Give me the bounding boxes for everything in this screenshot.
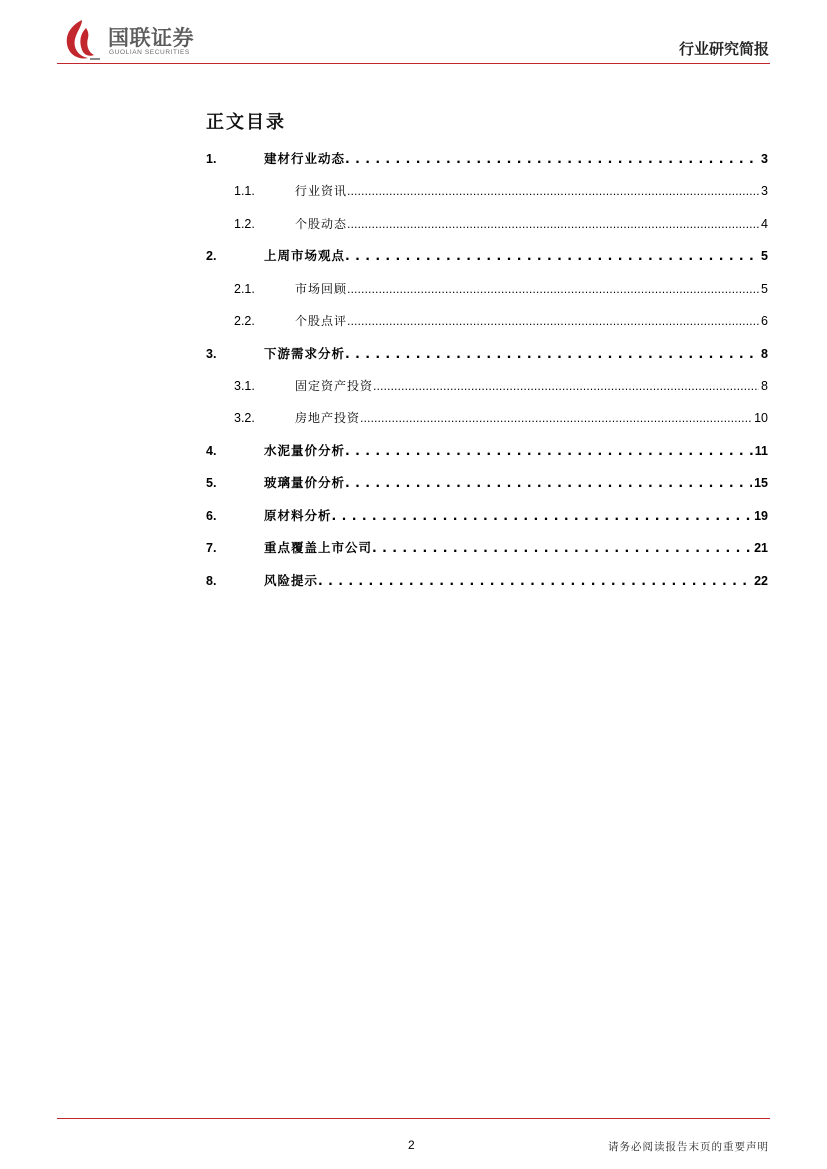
toc-entry[interactable]: [206, 149, 768, 169]
toc-entry-page: 5: [761, 282, 768, 296]
toc-entry-number: 1.2.: [234, 217, 255, 231]
toc-leader-dots: [372, 538, 752, 558]
logo-english-name: GUOLIAN SECURITIES: [109, 49, 190, 56]
logo-chinese-name: 国联证券: [108, 26, 194, 50]
toc-entry-number: 3.1.: [234, 379, 255, 393]
toc-entry-title: 上周市场观点: [264, 248, 346, 263]
toc-leader-dots: [345, 441, 753, 461]
toc-entry-title: 市场回顾: [295, 282, 348, 296]
header-divider: [57, 63, 770, 64]
page-header: [0, 0, 827, 70]
toc-entry-title: 行业资讯: [295, 184, 348, 198]
toc-entry[interactable]: [206, 344, 768, 364]
toc-entry-title: 个股点评: [295, 314, 348, 328]
toc-leader-dots: [345, 246, 759, 266]
toc-entry[interactable]: [206, 279, 768, 299]
toc-entry[interactable]: [206, 181, 768, 201]
toc-leader-dots: [347, 214, 759, 234]
toc-entry-number: 1.1.: [234, 184, 255, 198]
toc-entry[interactable]: [206, 311, 768, 331]
company-logo: [60, 18, 220, 62]
toc-entry-title: 原材料分析: [264, 508, 332, 523]
toc-leader-dots: [332, 506, 753, 526]
toc-entry-title: 下游需求分析: [264, 346, 346, 361]
toc-entry-page: 4: [761, 217, 768, 231]
toc-leader-dots: [345, 344, 759, 364]
toc-entry-title: 玻璃量价分析: [264, 475, 346, 490]
toc-entry-number: 8.: [206, 574, 217, 588]
toc-entry-number: 6.: [206, 509, 217, 523]
page-number: 2: [408, 1138, 415, 1152]
toc-leader-dots: [347, 181, 759, 201]
toc-entry-page: 19: [754, 509, 768, 523]
toc-entry-page: 21: [754, 541, 768, 555]
toc-leader-dots: [345, 473, 752, 493]
toc-entry-page: 11: [754, 444, 768, 458]
toc-entry-title: 建材行业动态: [264, 151, 346, 166]
toc-entry-title: 个股动态: [295, 217, 348, 231]
toc-entry-title: 固定资产投资: [295, 379, 374, 393]
toc-entry-page: 8: [761, 379, 768, 393]
logo-flame-icon: [60, 18, 104, 62]
toc-entry-number: 2.: [206, 249, 217, 263]
toc-entry[interactable]: [206, 571, 768, 591]
toc-entry[interactable]: [206, 538, 768, 558]
toc-entry-page: 6: [761, 314, 768, 328]
toc-entry-number: 5.: [206, 476, 217, 490]
toc-leader-dots: [347, 311, 759, 331]
toc-entry-number: 4.: [206, 444, 217, 458]
toc-entry-page: 3: [761, 152, 768, 166]
footer-disclaimer: 请务必阅读报告末页的重要声明: [608, 1141, 769, 1153]
toc-entry-number: 1.: [206, 152, 217, 166]
toc-entry[interactable]: [206, 214, 768, 234]
toc-entry-page: 10: [754, 411, 768, 425]
toc-entry-page: 8: [761, 347, 768, 361]
toc-entry-number: 2.2.: [234, 314, 255, 328]
toc-leader-dots: [347, 279, 759, 299]
toc-entry-number: 7.: [206, 541, 217, 555]
toc-entry[interactable]: [206, 246, 768, 266]
toc-entry[interactable]: [206, 376, 768, 396]
toc-entry-number: 2.1.: [234, 282, 255, 296]
toc-entry[interactable]: [206, 506, 768, 526]
toc-leader-dots: [345, 149, 759, 169]
toc-entry[interactable]: [206, 408, 768, 428]
toc-entry-number: 3.: [206, 347, 217, 361]
toc-entry-number: 3.2.: [234, 411, 255, 425]
toc-entry-page: 22: [754, 574, 768, 588]
toc-entry-page: 3: [761, 184, 768, 198]
footer-divider: [57, 1118, 770, 1119]
toc-entry-title: 水泥量价分析: [264, 443, 346, 458]
toc-entry[interactable]: [206, 441, 768, 461]
toc-entry-title: 房地产投资: [295, 411, 361, 425]
toc-entry-title: 重点覆盖上市公司: [264, 540, 373, 555]
toc-entry-page: 15: [754, 476, 768, 490]
toc-entry-title: 风险提示: [264, 573, 319, 588]
toc-leader-dots: [373, 376, 759, 396]
toc-leader-dots: [360, 408, 752, 428]
report-type-label: 行业研究简报: [678, 40, 769, 58]
toc-entry[interactable]: [206, 473, 768, 493]
toc-leader-dots: [318, 571, 752, 591]
toc-entry-page: 5: [761, 249, 768, 263]
toc-title: 正文目录: [206, 112, 286, 133]
